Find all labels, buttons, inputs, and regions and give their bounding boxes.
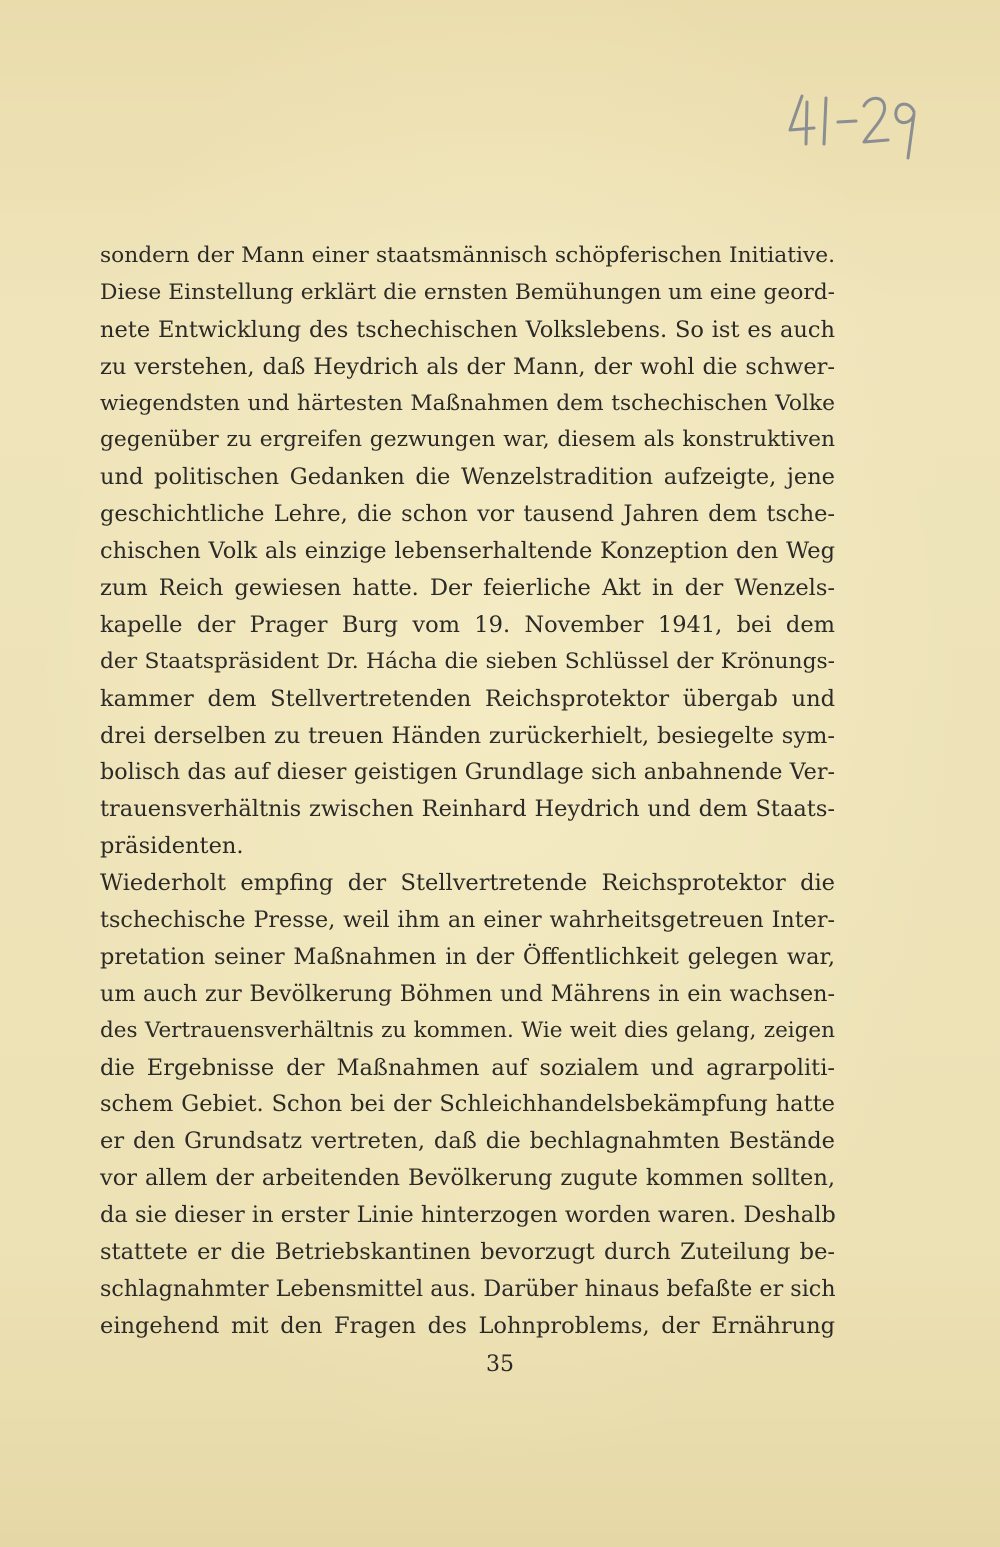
- text-line: gegenüber zu ergreifen gezwungen war, diesem als konstruktiven: [100, 427, 835, 453]
- text-line: drei derselben zu treuen Händen zurückerhielt, besiegelte sym-: [100, 722, 835, 749]
- text-line: stattete er die Betriebskantinen bevorzugt durch Zuteilung be-: [100, 1239, 835, 1266]
- text-line: wiegendsten und härtesten Maßnahmen dem tschechischen Volke: [100, 390, 835, 416]
- text-line: und politischen Gedanken die Wenzelstradition aufzeigte, jene: [100, 464, 835, 491]
- text-line: Wiederholt empfing der Stellvertretende Reichsprotektor die: [100, 870, 835, 897]
- text-line: schem Gebiet. Schon bei der Schleichhandelsbekämpfung hatte: [100, 1091, 835, 1118]
- text-line: der Staatspräsident Dr. Hácha die sieben Schlüssel der Krönungs-: [100, 648, 835, 674]
- text-line: zum Reich gewiesen hatte. Der feierliche Akt in der Wenzels-: [100, 575, 835, 602]
- text-line: kammer dem Stellvertretenden Reichsprotektor übergab und: [100, 685, 835, 712]
- text-line: Diese Einstellung erklärt die ernsten Bemühungen um eine geord-: [100, 279, 835, 305]
- text-line: um auch zur Bevölkerung Böhmen und Mährens in ein wachsen-: [100, 980, 835, 1007]
- text-line: chischen Volk als einzige lebenserhaltende Konzeption den Weg: [100, 538, 835, 565]
- text-line: eingehend mit den Fragen des Lohnproblems, der Ernährung: [100, 1312, 835, 1339]
- text-line: kapelle der Prager Burg vom 19. November 1941, bei dem: [100, 611, 835, 638]
- page-number: 35: [486, 1352, 514, 1377]
- text-line: pretation seiner Maßnahmen in der Öffentlichkeit gelegen war,: [100, 943, 835, 970]
- text-line: sondern der Mann einer staatsmännisch schöpferischen Initiative.: [100, 243, 835, 268]
- text-line: trauensverhältnis zwischen Reinhard Heydrich und dem Staats-: [100, 796, 835, 823]
- text-line: präsidenten.: [100, 833, 244, 860]
- text-line: geschichtliche Lehre, die schon vor tausend Jahren dem tsche-: [100, 501, 835, 528]
- text-line: da sie dieser in erster Linie hinterzogen worden waren. Deshalb: [100, 1202, 836, 1229]
- text-line: schlagnahmter Lebensmittel aus. Darüber hinaus befaßte er sich: [100, 1275, 836, 1302]
- text-line: bolisch das auf dieser geistigen Grundlage sich anbahnende Ver-: [100, 759, 835, 786]
- text-line: die Ergebnisse der Maßnahmen auf sozialem und agrarpoliti-: [100, 1054, 835, 1081]
- handwritten-page-note: [780, 78, 930, 168]
- text-line: tschechische Presse, weil ihm an einer wahrheitsgetreuen Inter-: [100, 907, 835, 934]
- text-line: er den Grundsatz vertreten, daß die bechlagnahmten Bestände: [100, 1128, 835, 1155]
- text-line: des Vertrauensverhältnis zu kommen. Wie weit dies gelang, zeigen: [100, 1017, 835, 1043]
- body-text: [100, 238, 835, 1345]
- text-line: vor allem der arbeitenden Bevölkerung zugute kommen sollten,: [100, 1165, 835, 1192]
- text-line: zu verstehen, daß Heydrich als der Mann, der wohl die schwer-: [100, 353, 835, 380]
- text-line: nete Entwicklung des tschechischen Volkslebens. So ist es auch: [100, 316, 835, 343]
